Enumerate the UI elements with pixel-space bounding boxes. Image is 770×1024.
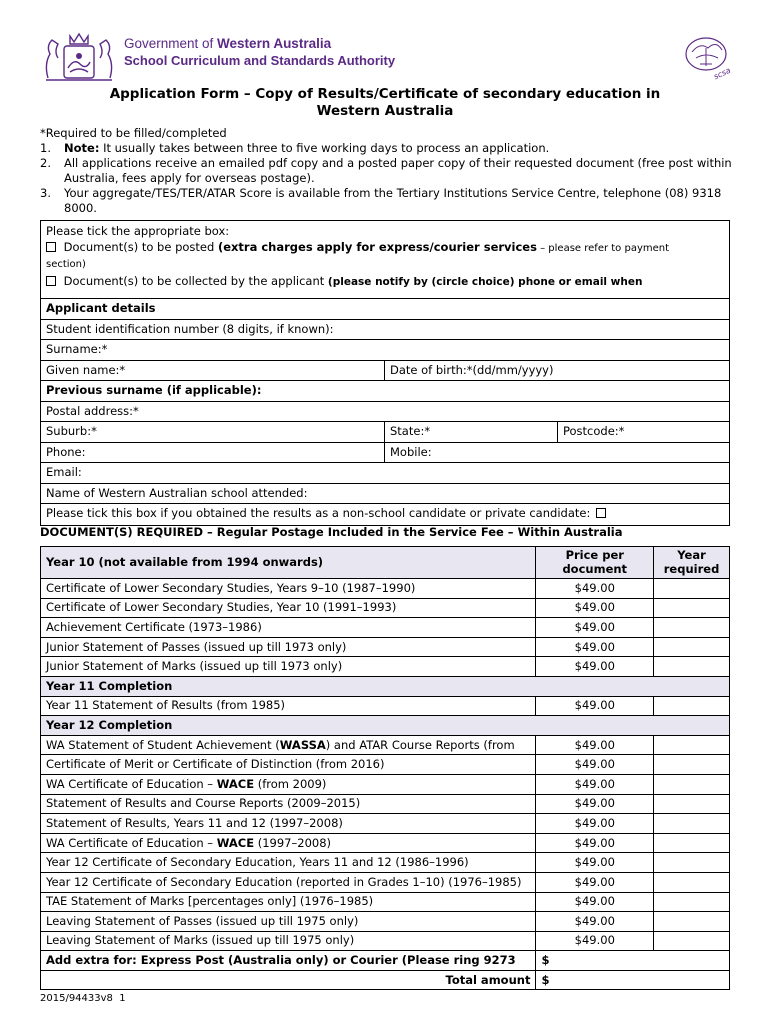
table-row: Certificate of Lower Secondary Studies, Year 10 (1991–1993) $49.00 <box>41 598 730 618</box>
name-dob-row <box>41 361 729 382</box>
tick-instruction: Please tick the appropriate box: <box>46 224 230 238</box>
year-input[interactable] <box>654 833 730 853</box>
year-input[interactable] <box>654 618 730 638</box>
government-name: Government of Western Australia <box>124 36 332 51</box>
table-row: Certificate of Merit or Certificate of Distinction (from 2016) $49.00 <box>41 755 730 775</box>
year-input[interactable] <box>654 774 730 794</box>
option-posted[interactable]: Document(s) to be posted (extra charges apply for express/courier services – please refer to payment <box>46 239 724 257</box>
year-input[interactable] <box>654 853 730 873</box>
table-row: Year 12 Certificate of Secondary Education, Years 11 and 12 (1986–1996) $49.00 <box>41 853 730 873</box>
required-note: *Required to be filled/completed <box>40 126 227 140</box>
table-row: Leaving Statement of Marks (issued up till 1975 only) $49.00 <box>41 931 730 951</box>
authority-name: School Curriculum and Standards Authority <box>124 53 396 68</box>
page-footer: 2015/94433v8 1 <box>40 993 126 1004</box>
given-name-field[interactable]: Given name:* <box>46 362 126 377</box>
delivery-options: Please tick the appropriate box: Document(s) to be posted (extra charges apply for express/courier services – please refer to payment section) Document(s) to be collected by the applicant (please notify by (circle choice) phone or email when <box>41 221 729 299</box>
list-item: 2. All applications receive an emailed pdf copy and a posted paper copy of their requested document (free post within Australia, fees apply for overseas postage). <box>40 156 732 185</box>
page-title: Application Form – Copy of Results/Certificate of secondary education in Western Australia <box>109 86 661 119</box>
year-input[interactable] <box>654 912 730 932</box>
price-column-header: Price per document <box>536 547 654 579</box>
scsa-logo <box>678 34 740 82</box>
year-input[interactable] <box>654 872 730 892</box>
table-row: Leaving Statement of Passes (issued up till 1975 only) $49.00 <box>41 912 730 932</box>
table-row: Year 12 Certificate of Secondary Education (reported in Grades 1–10) (1976–1985) $49.00 <box>41 872 730 892</box>
total-row: Total amount $ <box>41 970 730 990</box>
phone-field[interactable]: Phone: <box>46 444 86 459</box>
list-item: 3. Your aggregate/TES/TER/ATAR Score is available from the Tertiary Institutions Service Centre, telephone (08) 9318 8000. <box>40 186 722 215</box>
suburb-field[interactable]: Suburb:* <box>46 424 97 438</box>
posted-checkbox[interactable] <box>46 242 56 252</box>
group-row: Year 11 Completion <box>41 676 730 696</box>
mobile-field[interactable]: Mobile: <box>384 443 729 463</box>
postcode-field[interactable]: Postcode:* <box>557 422 729 442</box>
year-input[interactable] <box>654 579 730 599</box>
table-row: WA Certificate of Education – WACE (from 2009) $49.00 <box>41 774 730 794</box>
wa-crest-logo <box>40 28 118 86</box>
postal-address-field[interactable]: Postal address:* <box>41 402 729 423</box>
extra-charge-row: Add extra for: Express Post (Australia only) or Courier (Please ring 9273 $ <box>41 951 730 971</box>
email-field[interactable]: Email: <box>41 463 729 484</box>
non-school-candidate[interactable]: Please tick this box if you obtained the results as a non-school candidate or private candidate: <box>41 504 729 525</box>
table-row: Achievement Certificate (1973–1986) $49.00 <box>41 618 730 638</box>
page-header <box>40 28 740 88</box>
instruction-list <box>40 141 740 216</box>
group-row: Year 12 Completion <box>41 716 730 736</box>
table-row: Certificate of Lower Secondary Studies, Years 9–10 (1987–1990) $49.00 <box>41 579 730 599</box>
phone-row <box>41 443 729 464</box>
option-collected[interactable]: Document(s) to be collected by the applicant (please notify by (circle choice) phone or email when <box>46 273 724 290</box>
documents-heading: DOCUMENT(S) REQUIRED – Regular Postage Included in the Service Fee – Within Australia <box>40 525 623 539</box>
year-input[interactable] <box>654 794 730 814</box>
year-input[interactable] <box>654 657 730 677</box>
list-item: 1. Note: It usually takes between three to five working days to process an application. <box>40 141 550 155</box>
table-row: WA Certificate of Education – WACE (1997–2008) $49.00 <box>41 833 730 853</box>
year-input[interactable] <box>654 892 730 912</box>
year-input[interactable] <box>654 735 730 755</box>
table-row: Statement of Results and Course Reports (2009–2015) $49.00 <box>41 794 730 814</box>
student-id-field[interactable]: Student identification number (8 digits, if known): <box>41 320 729 341</box>
year-input[interactable] <box>654 637 730 657</box>
table-row: Year 11 Statement of Results (from 1985) $49.00 <box>41 696 730 716</box>
non-school-checkbox[interactable] <box>596 508 606 518</box>
applicant-details-heading: Applicant details <box>41 299 729 320</box>
table-row: Junior Statement of Marks (issued up till 1973 only) $49.00 <box>41 657 730 677</box>
suburb-row <box>41 422 729 443</box>
surname-field[interactable]: Surname:* <box>41 340 729 361</box>
collected-checkbox[interactable] <box>46 276 56 286</box>
dob-field[interactable]: Date of birth:*(dd/mm/yyyy) <box>384 361 729 381</box>
total-amount-input[interactable]: $ <box>536 970 730 990</box>
extra-charge-input[interactable]: $ <box>536 951 730 971</box>
applicant-form <box>40 220 730 526</box>
table-row: TAE Statement of Marks [percentages only] (1976–1985) $49.00 <box>41 892 730 912</box>
scsa-logo-text: scsa <box>712 65 733 82</box>
year-input[interactable] <box>654 931 730 951</box>
group-heading: Year 10 (not available from 1994 onwards) <box>41 547 536 579</box>
table-row: WA Statement of Student Achievement (WASSA) and ATAR Course Reports (from $49.00 <box>41 735 730 755</box>
table-header-row <box>41 547 730 579</box>
previous-surname-field[interactable]: Previous surname (if applicable): <box>41 381 729 402</box>
year-input[interactable] <box>654 814 730 834</box>
year-input[interactable] <box>654 696 730 716</box>
year-column-header: Year required <box>654 547 730 579</box>
state-field[interactable]: State:* <box>384 422 557 442</box>
table-row: Junior Statement of Passes (issued up till 1973 only) $49.00 <box>41 637 730 657</box>
school-field[interactable]: Name of Western Australian school attended: <box>41 484 729 505</box>
year-input[interactable] <box>654 755 730 775</box>
instructions <box>40 126 740 216</box>
table-row: Statement of Results, Years 11 and 12 (1997–2008) $49.00 <box>41 814 730 834</box>
year-input[interactable] <box>654 598 730 618</box>
documents-table <box>40 546 730 990</box>
